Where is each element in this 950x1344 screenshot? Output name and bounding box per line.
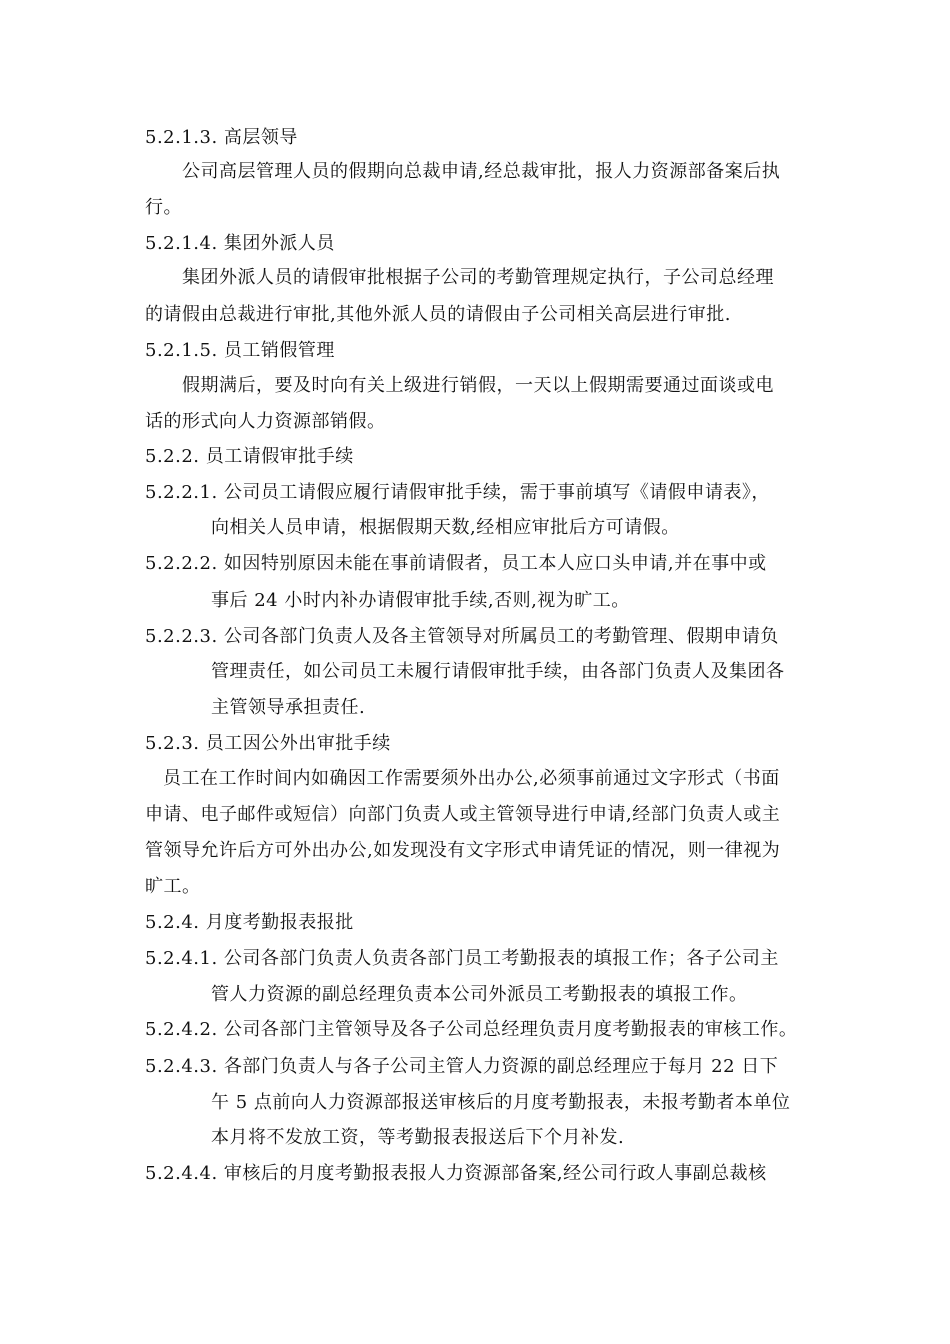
- paragraph-line: 管领导允许后方可外出办公,如发现没有文字形式申请凭证的情况，则一律视为: [145, 840, 781, 861]
- item-5-2-4-4: 5.2.4.4. 审核后的月度考勤报表报人力资源部备案,经公司行政人事副总裁核: [145, 1163, 767, 1184]
- paragraph-line: 假期满后，要及时向有关上级进行销假，一天以上假期需要通过面谈或电: [182, 375, 774, 396]
- item-continuation: 向相关人员申请，根据假期天数,经相应审批后方可请假。: [211, 517, 680, 538]
- heading-5-2-1-4: 5.2.1.4. 集团外派人员: [145, 233, 335, 254]
- item-continuation: 午 5 点前向人力资源部报送审核后的月度考勤报表，未报考勤者本单位: [211, 1092, 791, 1113]
- paragraph-line: 旷工。: [145, 876, 201, 897]
- item-5-2-2-1: 5.2.2.1. 公司员工请假应履行请假审批手续，需于事前填写《请假申请表》，: [145, 482, 770, 503]
- paragraph-line: 员工在工作时间内如确因工作需要须外出办公,必须事前通过文字形式（书面: [163, 768, 780, 789]
- item-5-2-4-2: 5.2.4.2. 公司各部门主管领导及各子公司总经理负责月度考勤报表的审核工作。: [145, 1019, 798, 1040]
- paragraph-line: 行。: [145, 197, 182, 218]
- item-5-2-4-1: 5.2.4.1. 公司各部门负责人负责各部门员工考勤报表的填报工作；各子公司主: [145, 948, 779, 969]
- item-continuation: 事后 24 小时内补办请假审批手续,否则,视为旷工。: [211, 590, 630, 611]
- paragraph-line: 公司高层管理人员的假期向总裁申请,经总裁审批，报人力资源部备案后执: [182, 161, 781, 182]
- heading-5-2-1-5: 5.2.1.5. 员工销假管理: [145, 340, 335, 361]
- item-5-2-4-3: 5.2.4.3. 各部门负责人与各子公司主管人力资源的副总经理应于每月 22 日下: [145, 1056, 779, 1077]
- paragraph-line: 申请、电子邮件或短信）向部门负责人或主管领导进行申请,经部门负责人或主: [145, 804, 781, 825]
- heading-5-2-4: 5.2.4. 月度考勤报表报批: [145, 912, 354, 933]
- item-5-2-2-3: 5.2.2.3. 公司各部门负责人及各主管领导对所属员工的考勤管理、假期申请负: [145, 626, 779, 647]
- item-continuation: 本月将不发放工资，等考勤报表报送后下个月补发.: [211, 1127, 625, 1148]
- paragraph-line: 的请假由总裁进行审批,其他外派人员的请假由子公司相关高层进行审批.: [145, 304, 731, 325]
- paragraph-line: 集团外派人员的请假审批根据子公司的考勤管理规定执行，子公司总经理: [182, 267, 774, 288]
- item-continuation: 管理责任，如公司员工未履行请假审批手续，由各部门负责人及集团各: [211, 661, 785, 682]
- item-5-2-2-2: 5.2.2.2. 如因特别原因未能在事前请假者，员工本人应口头申请,并在事中或: [145, 553, 767, 574]
- heading-5-2-1-3: 5.2.1.3. 高层领导: [145, 127, 298, 148]
- paragraph-line: 话的形式向人力资源部销假。: [145, 411, 386, 432]
- heading-5-2-3: 5.2.3. 员工因公外出审批手续: [145, 733, 391, 754]
- heading-5-2-2: 5.2.2. 员工请假审批手续: [145, 446, 354, 467]
- item-continuation: 主管领导承担责任.: [211, 697, 366, 718]
- item-continuation: 管人力资源的副总经理负责本公司外派员工考勤报表的填报工作。: [211, 984, 748, 1005]
